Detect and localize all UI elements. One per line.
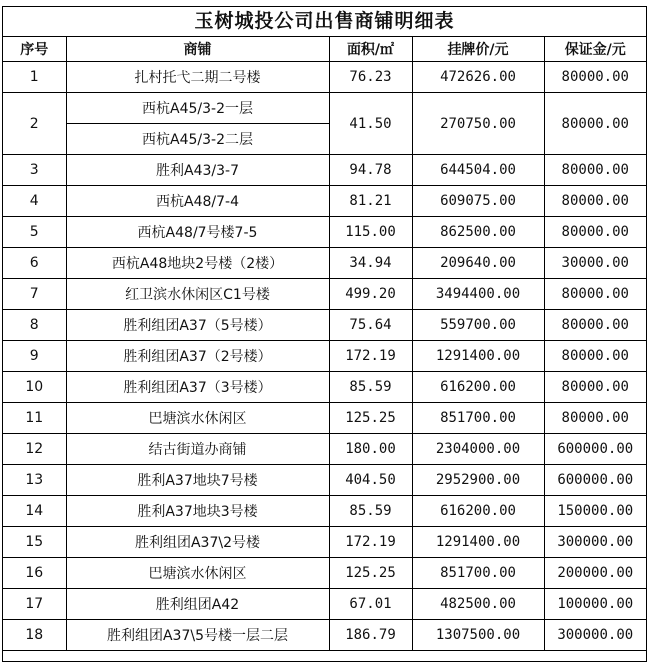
table-row [3,155,646,186]
table-title: 玉树城投公司出售商铺明细表 [3,7,646,37]
cell-seq: 3 [3,155,66,186]
cell-shop-name: 胜利组团A37（3号楼） [66,372,329,403]
table-row [3,372,646,403]
cell-price: 1291400.00 [412,527,544,558]
table-row [3,186,646,217]
cell-area: 180.00 [329,434,412,465]
cell-shop-name: 扎村托弋二期二号楼 [66,62,329,93]
cell-shop-name: 结古街道办商铺 [66,434,329,465]
cell-deposit: 100000.00 [544,589,646,620]
header-price: 挂牌价/元 [412,37,544,62]
header-shop: 商铺 [66,37,329,62]
table-row [3,558,646,589]
cell-seq: 11 [3,403,66,434]
cell-deposit: 600000.00 [544,465,646,496]
table-row [3,527,646,558]
cell-seq: 15 [3,527,66,558]
table-row [3,217,646,248]
cell-seq: 14 [3,496,66,527]
cell-area: 41.50 [329,93,412,155]
cell-seq: 16 [3,558,66,589]
cell-seq: 12 [3,434,66,465]
cell-seq: 18 [3,620,66,651]
cell-seq: 1 [3,62,66,93]
header-row [3,37,646,62]
cell-deposit: 80000.00 [544,403,646,434]
cell-deposit: 80000.00 [544,310,646,341]
cell-area: 34.94 [329,248,412,279]
cell-shop-name: 胜利A37地块7号楼 [66,465,329,496]
cell-area: 172.19 [329,341,412,372]
table-row [3,341,646,372]
cell-shop-name: 西杭A45/3-2一层 [66,93,329,124]
cell-seq: 10 [3,372,66,403]
header-area: 面积/㎡ [329,37,412,62]
header-seq: 序号 [3,37,66,62]
table-row [3,93,646,124]
cell-deposit: 80000.00 [544,372,646,403]
cell-area: 125.25 [329,558,412,589]
table-row [3,496,646,527]
cell-shop-name: 胜利组团A37（5号楼） [66,310,329,341]
cell-seq: 5 [3,217,66,248]
cell-seq: 8 [3,310,66,341]
table-row [3,434,646,465]
cell-area: 125.25 [329,403,412,434]
cell-shop-name: 西杭A45/3-2二层 [66,124,329,155]
cell-shop-name: 西杭A48地块2号楼（2楼） [66,248,329,279]
cell-shop-name: 西杭A48/7号楼7-5 [66,217,329,248]
cell-area: 85.59 [329,372,412,403]
cell-area: 172.19 [329,527,412,558]
cell-price: 862500.00 [412,217,544,248]
cell-price: 1291400.00 [412,341,544,372]
cell-deposit: 80000.00 [544,155,646,186]
cell-deposit: 80000.00 [544,341,646,372]
cell-deposit: 300000.00 [544,620,646,651]
cell-seq: 7 [3,279,66,310]
cell-deposit: 80000.00 [544,186,646,217]
cell-deposit: 80000.00 [544,217,646,248]
header-deposit: 保证金/元 [544,37,646,62]
cell-seq: 6 [3,248,66,279]
cell-price: 616200.00 [412,372,544,403]
cell-area: 75.64 [329,310,412,341]
cell-deposit: 30000.00 [544,248,646,279]
cell-seq: 2 [3,93,66,155]
table-row [3,465,646,496]
cell-area: 404.50 [329,465,412,496]
table-row [3,248,646,279]
cell-seq: 13 [3,465,66,496]
cell-shop-name: 胜利组团A37\2号楼 [66,527,329,558]
cell-shop-name: 红卫滨水休闲区C1号楼 [66,279,329,310]
cell-shop-name: 巴塘滨水休闲区 [66,403,329,434]
cell-area: 67.01 [329,589,412,620]
cell-price: 616200.00 [412,496,544,527]
cell-shop-name: 胜利组团A37（2号楼） [66,341,329,372]
cell-price: 482500.00 [412,589,544,620]
cell-price: 559700.00 [412,310,544,341]
shop-detail-table [3,37,646,651]
cell-price: 851700.00 [412,403,544,434]
cell-shop-name: 胜利组团A42 [66,589,329,620]
cell-seq: 17 [3,589,66,620]
cell-shop-name: 西杭A48/7-4 [66,186,329,217]
cell-price: 609075.00 [412,186,544,217]
cell-shop-name: 巴塘滨水休闲区 [66,558,329,589]
table-row [3,310,646,341]
cell-deposit: 80000.00 [544,279,646,310]
cell-price: 1307500.00 [412,620,544,651]
cell-shop-name: 胜利组团A37\5号楼一层二层 [66,620,329,651]
cell-price: 270750.00 [412,93,544,155]
cell-deposit: 150000.00 [544,496,646,527]
cell-shop-name: 胜利A43/3-7 [66,155,329,186]
table-row [3,403,646,434]
cell-area: 94.78 [329,155,412,186]
table-row [3,620,646,651]
table-row [3,589,646,620]
shop-sale-table-sheet [2,6,647,662]
cell-price: 3494400.00 [412,279,544,310]
cell-deposit: 300000.00 [544,527,646,558]
cell-deposit: 600000.00 [544,434,646,465]
cell-area: 499.20 [329,279,412,310]
cell-price: 209640.00 [412,248,544,279]
cell-shop-name: 胜利A37地块3号楼 [66,496,329,527]
table-body [3,62,646,651]
table-row [3,62,646,93]
cell-seq: 4 [3,186,66,217]
cell-area: 115.00 [329,217,412,248]
cell-price: 2952900.00 [412,465,544,496]
cell-seq: 9 [3,341,66,372]
cell-deposit: 200000.00 [544,558,646,589]
cell-deposit: 80000.00 [544,62,646,93]
cell-deposit: 80000.00 [544,93,646,155]
cell-area: 85.59 [329,496,412,527]
cell-price: 644504.00 [412,155,544,186]
table-row [3,279,646,310]
cell-area: 186.79 [329,620,412,651]
cell-price: 2304000.00 [412,434,544,465]
cell-price: 851700.00 [412,558,544,589]
cell-area: 81.21 [329,186,412,217]
cell-price: 472626.00 [412,62,544,93]
cell-area: 76.23 [329,62,412,93]
